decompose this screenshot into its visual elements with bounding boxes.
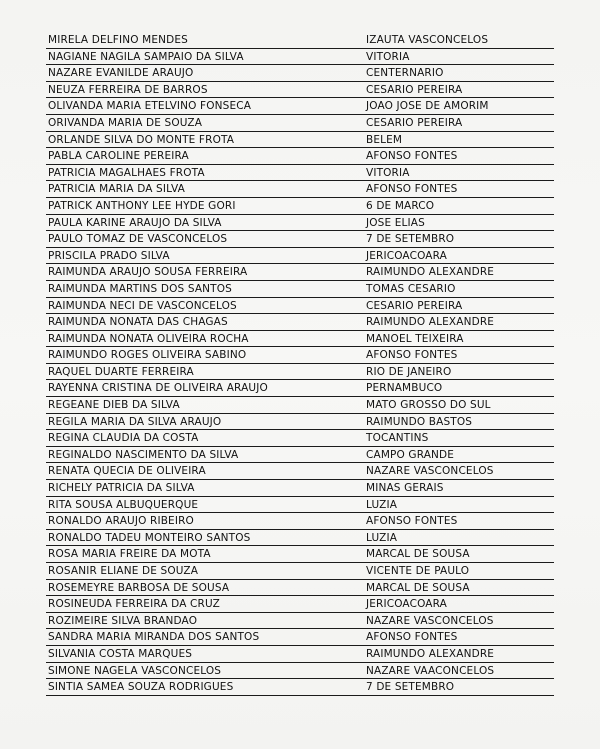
list-row <box>46 65 554 82</box>
list-row <box>46 430 554 447</box>
person-name: REGEANE DIEB DA SILVA <box>48 399 180 412</box>
person-name: PRISCILA PRADO SILVA <box>48 249 170 262</box>
location-name: RAIMUNDO BASTOS <box>366 415 473 428</box>
location-name: VICENTE DE PAULO <box>366 565 470 577</box>
location-name: JOAO JOSE DE AMORIM <box>366 100 489 113</box>
person-name: NAZARE EVANILDE ARAUJO <box>48 67 194 80</box>
list-row <box>46 663 554 680</box>
location-name: AFONSO FONTES <box>366 150 458 163</box>
person-name: SANDRA MARIA MIRANDA DOS SANTOS <box>48 631 260 644</box>
person-name: RONALDO ARAUJO RIBEIRO <box>48 515 194 528</box>
list-row <box>46 480 554 497</box>
list-row <box>46 347 554 364</box>
person-name: SIMONE NAGELA VASCONCELOS <box>48 664 222 677</box>
location-name: AFONSO FONTES <box>366 183 458 196</box>
location-name: RAIMUNDO ALEXANDRE <box>366 266 495 279</box>
person-name: ROSINEUDA FERREIRA DA CRUZ <box>48 598 220 611</box>
person-name: MIRELA DELFINO MENDES <box>48 34 188 46</box>
list-row <box>46 132 554 149</box>
person-name: RICHELY PATRICIA DA SILVA <box>48 482 195 495</box>
name-list <box>46 32 554 696</box>
location-name: IZAUTA VASCONCELOS <box>366 34 489 46</box>
location-name: CESARIO PEREIRA <box>366 116 463 129</box>
location-name: LUZIA <box>366 498 398 511</box>
person-name: PAULO TOMAZ DE VASCONCELOS <box>48 233 228 246</box>
person-name: PATRICIA MARIA DA SILVA <box>48 183 185 196</box>
list-row <box>46 49 554 66</box>
person-name: REGINALDO NASCIMENTO DA SILVA <box>48 448 239 461</box>
person-name: SINTIA SAMEA SOUZA RODRIGUES <box>48 681 234 694</box>
location-name: RAIMUNDO ALEXANDRE <box>366 316 495 329</box>
location-name: 7 DE SETEMBRO <box>366 681 455 694</box>
person-name: NAGIANE NAGILA SAMPAIO DA SILVA <box>48 50 244 63</box>
list-row <box>46 364 554 381</box>
list-row <box>46 298 554 315</box>
location-name: MARCAL DE SOUSA <box>366 548 470 561</box>
person-name: RAQUEL DUARTE FERREIRA <box>48 365 194 378</box>
location-name: NAZARE VASCONCELOS <box>366 614 494 627</box>
list-row <box>46 331 554 348</box>
list-row <box>46 497 554 514</box>
list-row <box>46 646 554 663</box>
location-name: 7 DE SETEMBRO <box>366 233 455 246</box>
list-row <box>46 314 554 331</box>
location-name: BELEM <box>366 133 403 146</box>
location-name: TOCANTINS <box>366 432 429 445</box>
person-name: RONALDO TADEU MONTEIRO SANTOS <box>48 531 251 544</box>
person-name: RAIMUNDA NONATA DAS CHAGAS <box>48 316 228 329</box>
list-row <box>46 380 554 397</box>
location-name: VITORIA <box>366 166 410 179</box>
list-row <box>46 447 554 464</box>
person-name: RAIMUNDA ARAUJO SOUSA FERREIRA <box>48 266 248 279</box>
list-row <box>46 530 554 547</box>
list-row <box>46 115 554 132</box>
list-row <box>46 414 554 431</box>
person-name: OLIVANDA MARIA ETELVINO FONSECA <box>48 100 252 113</box>
list-row <box>46 165 554 182</box>
person-name: PABLA CAROLINE PEREIRA <box>48 150 189 163</box>
list-row <box>46 231 554 248</box>
person-name: REGINA CLAUDIA DA COSTA <box>48 432 199 445</box>
person-name: PATRICK ANTHONY LEE HYDE GORI <box>48 199 236 212</box>
person-name: RAIMUNDA NECI DE VASCONCELOS <box>48 299 237 312</box>
person-name: RITA SOUSA ALBUQUERQUE <box>48 498 199 511</box>
location-name: MATO GROSSO DO SUL <box>366 399 491 412</box>
list-row <box>46 82 554 99</box>
location-name: AFONSO FONTES <box>366 515 458 528</box>
location-name: CESARIO PEREIRA <box>366 83 463 96</box>
location-name: LUZIA <box>366 531 398 544</box>
list-row <box>46 513 554 530</box>
location-name: AFONSO FONTES <box>366 349 458 362</box>
list-row <box>46 679 554 696</box>
list-row <box>46 546 554 563</box>
location-name: NAZARE VAACONCELOS <box>366 664 495 677</box>
person-name: RAIMUNDA MARTINS DOS SANTOS <box>48 282 232 295</box>
person-name: ORLANDE SILVA DO MONTE FROTA <box>48 133 235 146</box>
location-name: TOMAS CESARIO <box>366 282 456 295</box>
location-name: CENTERNARIO <box>366 67 444 80</box>
list-row <box>46 248 554 265</box>
list-row <box>46 281 554 298</box>
list-row <box>46 397 554 414</box>
location-name: CAMPO GRANDE <box>366 448 455 461</box>
person-name: PAULA KARINE ARAUJO DA SILVA <box>48 216 222 229</box>
list-row <box>46 32 554 49</box>
person-name: RENATA QUECIA DE OLIVEIRA <box>48 465 206 478</box>
location-name: CESARIO PEREIRA <box>366 299 463 312</box>
list-row <box>46 463 554 480</box>
location-name: RIO DE JANEIRO <box>366 365 452 378</box>
location-name: MARCAL DE SOUSA <box>366 581 470 594</box>
location-name: MINAS GERAIS <box>366 482 444 495</box>
person-name: REGILA MARIA DA SILVA ARAUJO <box>48 415 222 428</box>
list-row <box>46 215 554 232</box>
list-row <box>46 596 554 613</box>
list-row <box>46 580 554 597</box>
person-name: RAIMUNDA NONATA OLIVEIRA ROCHA <box>48 332 249 345</box>
location-name: MANOEL TEIXEIRA <box>366 332 464 345</box>
list-row <box>46 563 554 580</box>
person-name: ROSA MARIA FREIRE DA MOTA <box>48 548 211 561</box>
location-name: JOSE ELIAS <box>366 216 425 229</box>
list-row <box>46 181 554 198</box>
location-name: RAIMUNDO ALEXANDRE <box>366 647 495 660</box>
location-name: AFONSO FONTES <box>366 631 458 644</box>
person-name: NEUZA FERREIRA DE BARROS <box>48 83 208 96</box>
person-name: SILVANIA COSTA MARQUES <box>48 647 193 660</box>
person-name: ROSEMEYRE BARBOSA DE SOUSA <box>48 581 230 594</box>
person-name: PATRICIA MAGALHAES FROTA <box>48 166 205 179</box>
location-name: JERICOACOARA <box>366 249 447 262</box>
list-row <box>46 613 554 630</box>
person-name: RAIMUNDO ROGES OLIVEIRA SABINO <box>48 349 247 362</box>
list-row <box>46 198 554 215</box>
person-name: ORIVANDA MARIA DE SOUZA <box>48 116 203 129</box>
list-row <box>46 264 554 281</box>
location-name: PERNAMBUCO <box>366 382 443 395</box>
person-name: ROZIMEIRE SILVA BRANDAO <box>48 614 198 627</box>
list-row <box>46 629 554 646</box>
location-name: VITORIA <box>366 50 410 63</box>
list-row <box>46 148 554 165</box>
location-name: 6 DE MARCO <box>366 199 435 212</box>
list-row <box>46 98 554 115</box>
person-name: ROSANIR ELIANE DE SOUZA <box>48 565 199 577</box>
location-name: JERICOACOARA <box>366 598 447 611</box>
person-name: RAYENNA CRISTINA DE OLIVEIRA ARAUJO <box>48 382 268 395</box>
location-name: NAZARE VASCONCELOS <box>366 465 494 478</box>
